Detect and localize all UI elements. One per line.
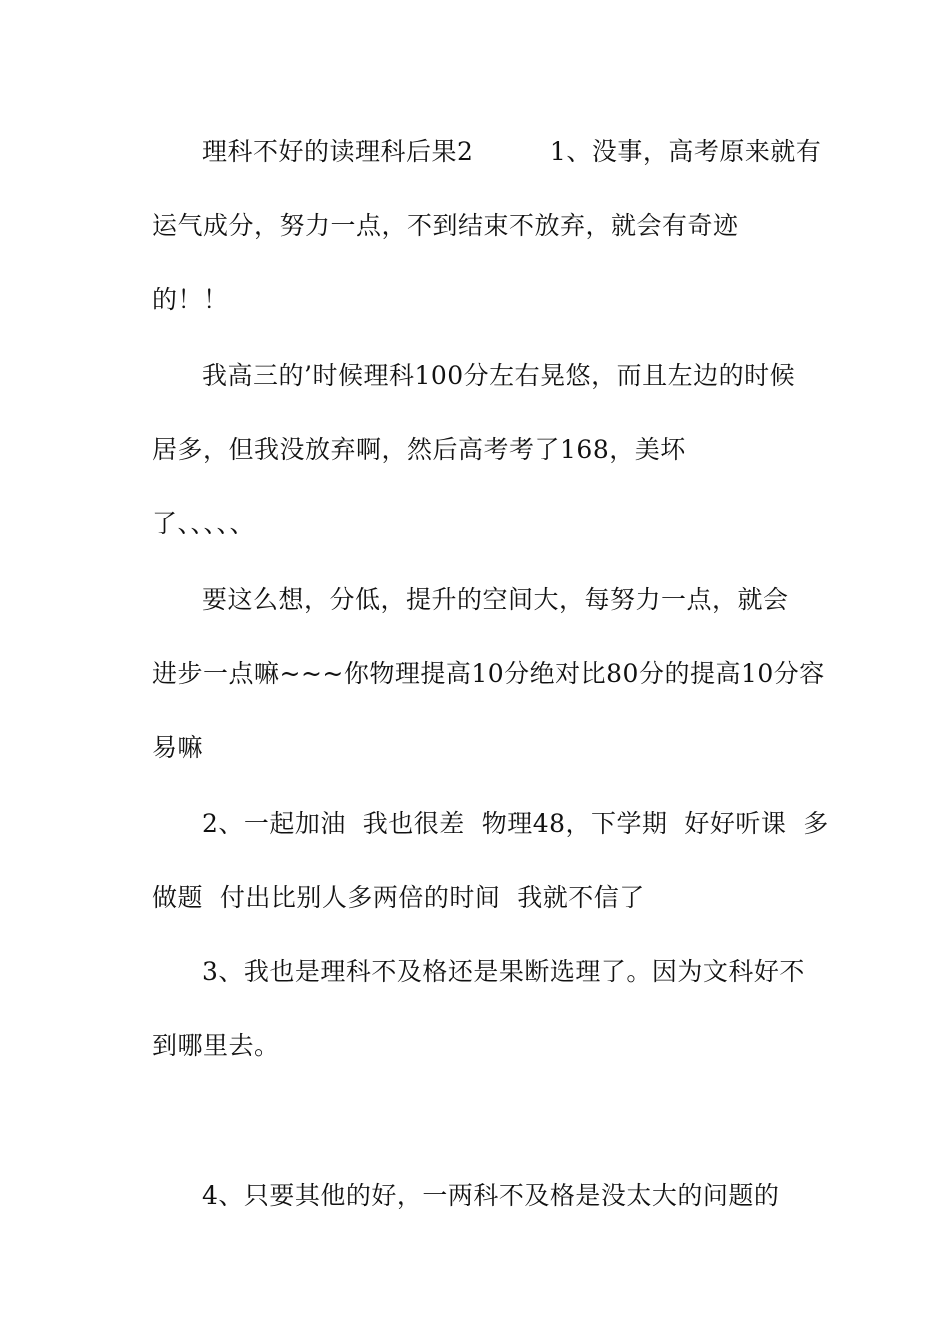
paragraph-5-line-1: 3、我也是理科不及格还是果断选理了。因为文科好不 (202, 957, 805, 986)
paragraph-4-line-1: 2、一起加油 我也很差 物理48，下学期 好好听课 多 (202, 809, 829, 838)
paragraph-3-line-2: 进步一点嘛~~~你物理提高10分绝对比80分的提高10分容 (152, 659, 825, 688)
paragraph-2-line-2: 居多，但我没放弃啊，然后高考考了168，美坏 (152, 435, 686, 464)
paragraph-1-line-1: 理科不好的读理科后果2 1、没事，高考原来就有 (202, 137, 822, 166)
paragraph-3-line-3: 易嘛 (152, 733, 204, 762)
paragraph-4-line-2: 做题 付出比别人多两倍的时间 我就不信了 (152, 883, 645, 912)
paragraph-2-line-3: 了、、、、、 (152, 509, 256, 538)
paragraph-5-line-2: 到哪里去。 (152, 1031, 280, 1060)
paragraph-2-line-1: 我高三的’时候理科100分左右晃悠，而且左边的时候 (202, 361, 796, 390)
paragraph-3-line-1: 要这么想，分低，提升的空间大，每努力一点，就会 (202, 585, 789, 614)
paragraph-6-line-1: 4、只要其他的好，一两科不及格是没太大的问题的 (202, 1181, 780, 1210)
paragraph-1-line-2: 运气成分，努力一点，不到结束不放弃，就会有奇迹 (152, 211, 739, 240)
paragraph-1-line-3: 的！！ (152, 285, 229, 314)
